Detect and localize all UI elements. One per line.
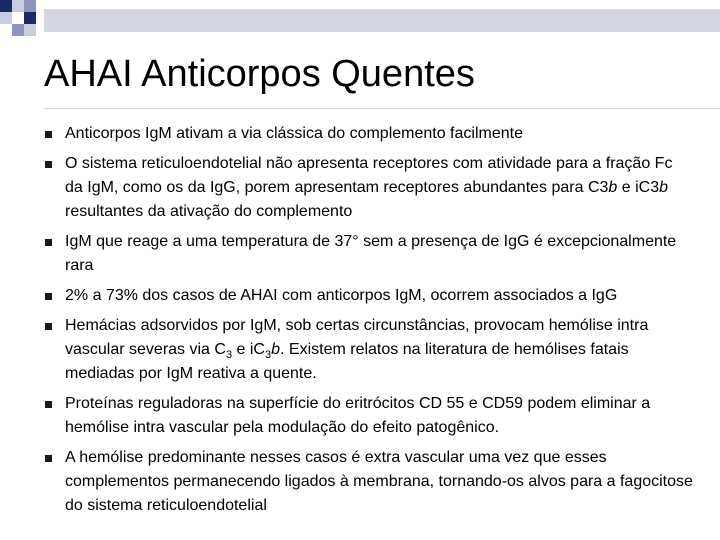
- bullet-text: A hemólise predominante nesses casos é extra vascular uma vez que esses complementos permanecendo ligados à membrana, tornando-os alvos para a fagocitose do sistema reticuloendotelial: [65, 449, 693, 514]
- bullet-text: 2% a 73% dos casos de AHAI com anticorpos IgM, ocorrem associados a IgG: [65, 287, 618, 304]
- square-bullet-icon: [45, 323, 52, 330]
- square-bullet-icon: [45, 239, 52, 246]
- deco-square: [24, 12, 36, 24]
- bullet-item: [44, 314, 694, 386]
- bullet-item: [44, 122, 694, 146]
- bullet-item: [44, 230, 694, 278]
- header-bar: [44, 9, 720, 32]
- bullet-text: O sistema reticuloendotelial não apresenta receptores com atividade para a fração Fc da IgM, como os da IgG, porem apresentam receptores abundantes para C3b e iC3b resultantes da ativação do complemento: [65, 155, 673, 220]
- bullet-item: [44, 446, 694, 518]
- bullet-item: [44, 284, 694, 308]
- bullet-item: [44, 392, 694, 440]
- square-bullet-icon: [45, 161, 52, 168]
- square-bullet-icon: [45, 401, 52, 408]
- bullet-text: Anticorpos IgM ativam a via clássica do complemento facilmente: [65, 125, 523, 142]
- deco-square: [0, 0, 12, 12]
- square-bullet-icon: [45, 455, 52, 462]
- title-divider: [44, 108, 720, 109]
- deco-square: [24, 0, 36, 12]
- bullet-text: Hemácias adsorvidos por IgM, sob certas circunstâncias, provocam hemólise intra vascular severas via $C_3$ e $iC_3b$. Existem relatos na literatura de hemólises fatais mediadas por IgM reativa a quente.: [65, 317, 649, 382]
- square-bullet-icon: [45, 293, 52, 300]
- deco-square: [12, 24, 24, 36]
- square-bullet-icon: [45, 131, 52, 138]
- deco-square: [24, 24, 36, 36]
- bullet-text: Proteínas reguladoras na superfície do eritrócitos CD 55 e CD59 podem eliminar a hemólise intra vascular pela modulação do efeito patogênico.: [65, 395, 651, 436]
- deco-square: [12, 0, 24, 12]
- bullet-text: IgM que reage a uma temperatura de 37° sem a presença de IgG é excepcionalmente rara: [65, 233, 677, 274]
- bullet-item: [44, 152, 694, 224]
- deco-square: [0, 12, 12, 24]
- bullet-list: [44, 122, 694, 524]
- slide-title: AHAI Anticorpos Quentes: [44, 53, 475, 95]
